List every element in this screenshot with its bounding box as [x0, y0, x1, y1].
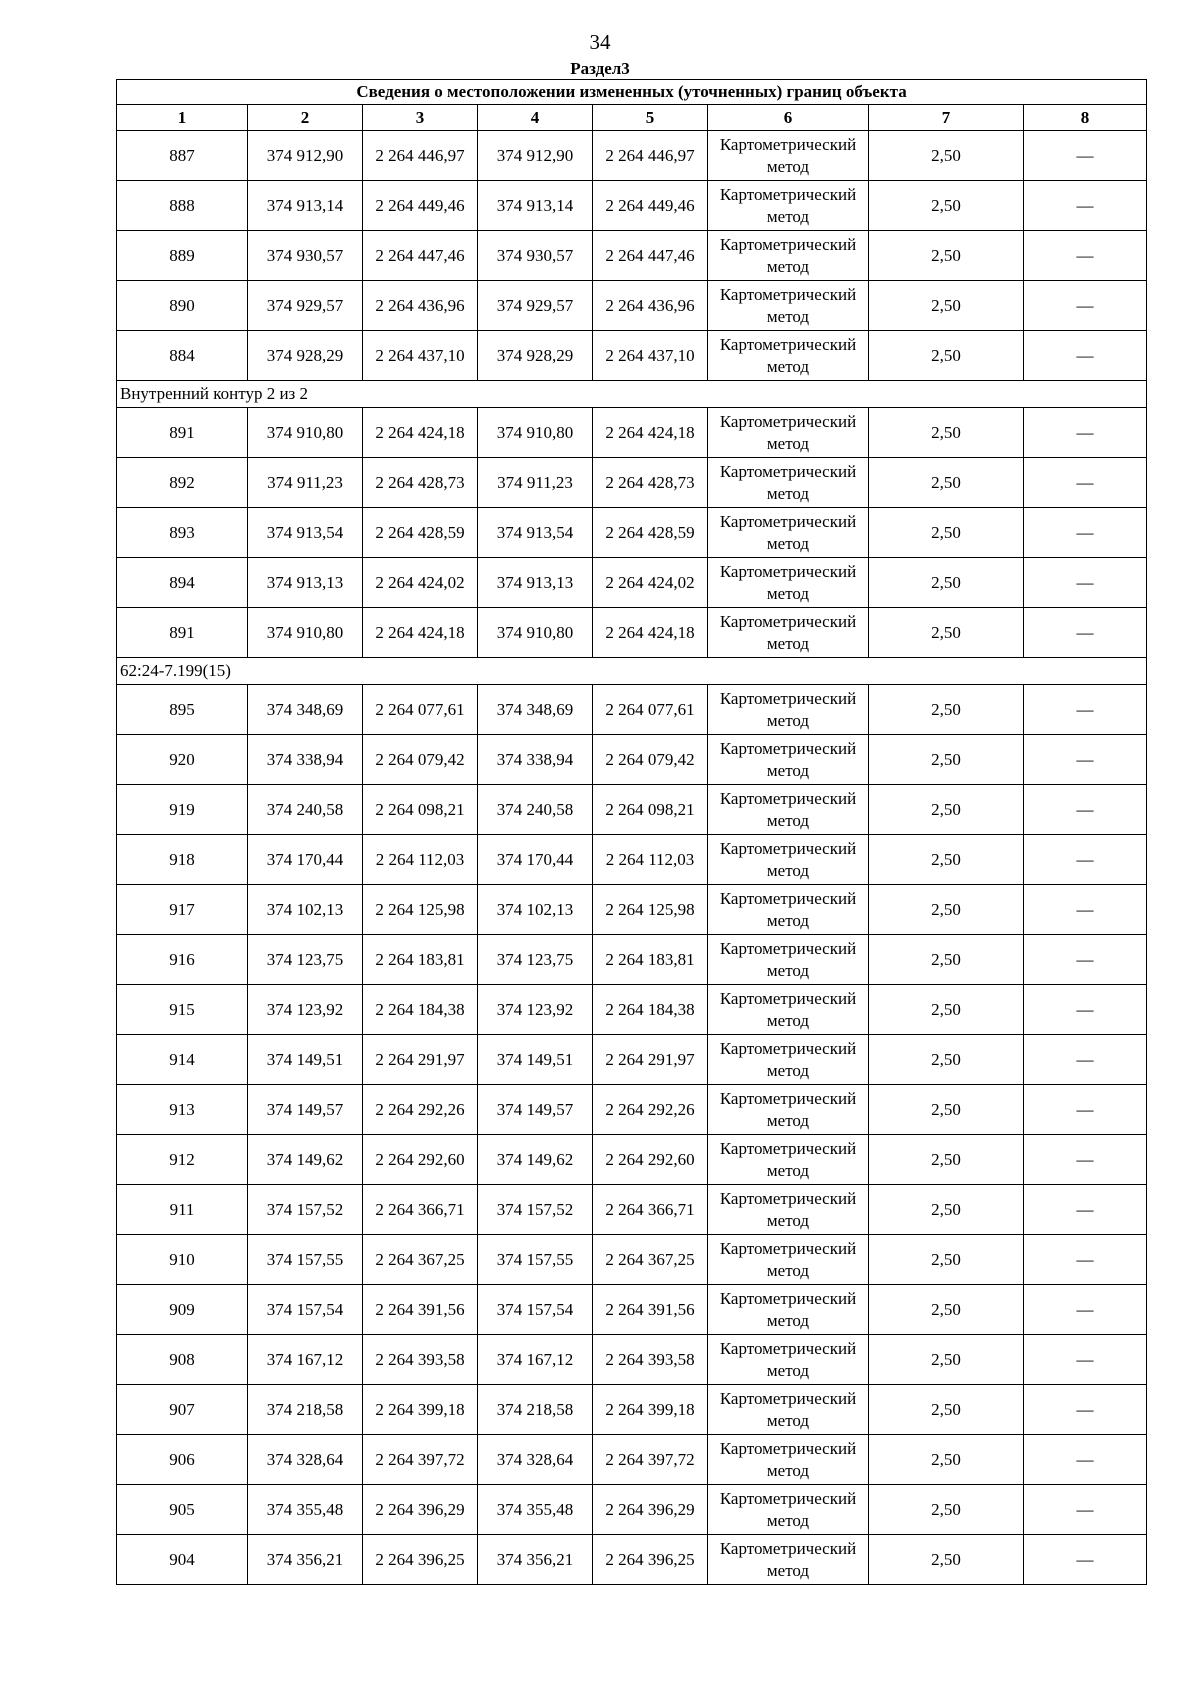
accuracy-cell: 2,50 [869, 1235, 1024, 1285]
point-number-cell: 888 [117, 181, 248, 231]
x-refined-cell: 374 910,80 [478, 608, 593, 658]
x-existing-cell: 374 338,94 [248, 735, 363, 785]
point-number-cell: 917 [117, 885, 248, 935]
method-cell: Картометрический метод [708, 1085, 869, 1135]
point-number-cell: 893 [117, 508, 248, 558]
x-refined-cell: 374 170,44 [478, 835, 593, 885]
point-number-cell: 887 [117, 131, 248, 181]
method-cell: Картометрический метод [708, 231, 869, 281]
point-number-cell: 891 [117, 408, 248, 458]
column-number: 4 [478, 105, 593, 131]
point-number-cell: 909 [117, 1285, 248, 1335]
method-cell: Картометрический метод [708, 835, 869, 885]
note-cell: — [1024, 281, 1147, 331]
x-refined-cell: 374 913,14 [478, 181, 593, 231]
note-cell: — [1024, 508, 1147, 558]
note-cell: — [1024, 1535, 1147, 1585]
point-number-cell: 916 [117, 935, 248, 985]
accuracy-cell: 2,50 [869, 985, 1024, 1035]
y-refined-cell: 2 264 098,21 [593, 785, 708, 835]
x-refined-cell: 374 218,58 [478, 1385, 593, 1435]
note-cell: — [1024, 131, 1147, 181]
x-existing-cell: 374 913,54 [248, 508, 363, 558]
x-existing-cell: 374 240,58 [248, 785, 363, 835]
method-cell: Картометрический метод [708, 1485, 869, 1535]
y-refined-cell: 2 264 397,72 [593, 1435, 708, 1485]
table-caption: Сведения о местоположении измененных (уточненных) границ объекта [117, 80, 1147, 105]
table-row [117, 1485, 1147, 1535]
x-existing-cell: 374 910,80 [248, 408, 363, 458]
accuracy-cell: 2,50 [869, 181, 1024, 231]
point-number-cell: 884 [117, 331, 248, 381]
x-refined-cell: 374 240,58 [478, 785, 593, 835]
x-refined-cell: 374 157,55 [478, 1235, 593, 1285]
y-existing-cell: 2 264 112,03 [363, 835, 478, 885]
note-cell: — [1024, 458, 1147, 508]
x-existing-cell: 374 102,13 [248, 885, 363, 935]
x-refined-cell: 374 930,57 [478, 231, 593, 281]
y-existing-cell: 2 264 393,58 [363, 1335, 478, 1385]
y-refined-cell: 2 264 079,42 [593, 735, 708, 785]
point-number-cell: 912 [117, 1135, 248, 1185]
x-existing-cell: 374 348,69 [248, 685, 363, 735]
x-existing-cell: 374 123,75 [248, 935, 363, 985]
x-refined-cell: 374 911,23 [478, 458, 593, 508]
y-refined-cell: 2 264 367,25 [593, 1235, 708, 1285]
table-row [117, 685, 1147, 735]
table-row [117, 985, 1147, 1035]
table-row [117, 1435, 1147, 1485]
x-refined-cell: 374 167,12 [478, 1335, 593, 1385]
method-cell: Картометрический метод [708, 458, 869, 508]
note-cell: — [1024, 985, 1147, 1035]
method-cell: Картометрический метод [708, 558, 869, 608]
x-existing-cell: 374 157,55 [248, 1235, 363, 1285]
y-existing-cell: 2 264 077,61 [363, 685, 478, 735]
note-cell: — [1024, 331, 1147, 381]
x-existing-cell: 374 356,21 [248, 1535, 363, 1585]
accuracy-cell: 2,50 [869, 1035, 1024, 1085]
contour-label: 62:24-7.199(15) [117, 658, 1147, 685]
x-refined-cell: 374 157,54 [478, 1285, 593, 1335]
point-number-cell: 907 [117, 1385, 248, 1435]
note-cell: — [1024, 608, 1147, 658]
x-existing-cell: 374 167,12 [248, 1335, 363, 1385]
y-refined-cell: 2 264 183,81 [593, 935, 708, 985]
y-refined-cell: 2 264 112,03 [593, 835, 708, 885]
x-existing-cell: 374 913,14 [248, 181, 363, 231]
point-number-cell: 905 [117, 1485, 248, 1535]
y-refined-cell: 2 264 391,56 [593, 1285, 708, 1335]
point-number-cell: 904 [117, 1535, 248, 1585]
method-cell: Картометрический метод [708, 935, 869, 985]
point-number-cell: 913 [117, 1085, 248, 1135]
contour-group-row [117, 381, 1147, 408]
x-existing-cell: 374 123,92 [248, 985, 363, 1035]
column-number: 5 [593, 105, 708, 131]
accuracy-cell: 2,50 [869, 1185, 1024, 1235]
table-body [117, 80, 1147, 1585]
accuracy-cell: 2,50 [869, 608, 1024, 658]
accuracy-cell: 2,50 [869, 1485, 1024, 1535]
y-existing-cell: 2 264 397,72 [363, 1435, 478, 1485]
note-cell: — [1024, 1085, 1147, 1135]
y-refined-cell: 2 264 292,26 [593, 1085, 708, 1135]
point-number-cell: 920 [117, 735, 248, 785]
x-existing-cell: 374 930,57 [248, 231, 363, 281]
note-cell: — [1024, 1385, 1147, 1435]
x-refined-cell: 374 149,62 [478, 1135, 593, 1185]
table-row [117, 1335, 1147, 1385]
x-existing-cell: 374 149,62 [248, 1135, 363, 1185]
column-number-row [117, 105, 1147, 131]
column-number: 1 [117, 105, 248, 131]
note-cell: — [1024, 1035, 1147, 1085]
point-number-cell: 911 [117, 1185, 248, 1235]
method-cell: Картометрический метод [708, 1535, 869, 1585]
x-existing-cell: 374 170,44 [248, 835, 363, 885]
x-refined-cell: 374 928,29 [478, 331, 593, 381]
column-number: 3 [363, 105, 478, 131]
note-cell: — [1024, 1235, 1147, 1285]
y-existing-cell: 2 264 424,02 [363, 558, 478, 608]
accuracy-cell: 2,50 [869, 735, 1024, 785]
method-cell: Картометрический метод [708, 608, 869, 658]
table-row [117, 558, 1147, 608]
point-number-cell: 919 [117, 785, 248, 835]
note-cell: — [1024, 1135, 1147, 1185]
note-cell: — [1024, 735, 1147, 785]
accuracy-cell: 2,50 [869, 1135, 1024, 1185]
y-refined-cell: 2 264 077,61 [593, 685, 708, 735]
y-refined-cell: 2 264 428,59 [593, 508, 708, 558]
note-cell: — [1024, 408, 1147, 458]
point-number-cell: 894 [117, 558, 248, 608]
x-refined-cell: 374 102,13 [478, 885, 593, 935]
note-cell: — [1024, 181, 1147, 231]
y-existing-cell: 2 264 292,60 [363, 1135, 478, 1185]
y-existing-cell: 2 264 367,25 [363, 1235, 478, 1285]
note-cell: — [1024, 558, 1147, 608]
accuracy-cell: 2,50 [869, 685, 1024, 735]
table-row [117, 231, 1147, 281]
x-existing-cell: 374 928,29 [248, 331, 363, 381]
method-cell: Картометрический метод [708, 985, 869, 1035]
accuracy-cell: 2,50 [869, 885, 1024, 935]
y-existing-cell: 2 264 125,98 [363, 885, 478, 935]
accuracy-cell: 2,50 [869, 1385, 1024, 1435]
accuracy-cell: 2,50 [869, 1535, 1024, 1585]
y-existing-cell: 2 264 424,18 [363, 408, 478, 458]
y-existing-cell: 2 264 292,26 [363, 1085, 478, 1135]
table-row [117, 1385, 1147, 1435]
method-cell: Картометрический метод [708, 735, 869, 785]
table-row [117, 408, 1147, 458]
y-existing-cell: 2 264 428,59 [363, 508, 478, 558]
accuracy-cell: 2,50 [869, 835, 1024, 885]
y-refined-cell: 2 264 424,18 [593, 608, 708, 658]
column-number: 2 [248, 105, 363, 131]
y-refined-cell: 2 264 424,02 [593, 558, 708, 608]
table-row [117, 735, 1147, 785]
x-refined-cell: 374 355,48 [478, 1485, 593, 1535]
x-refined-cell: 374 149,57 [478, 1085, 593, 1135]
x-existing-cell: 374 912,90 [248, 131, 363, 181]
y-existing-cell: 2 264 291,97 [363, 1035, 478, 1085]
point-number-cell: 890 [117, 281, 248, 331]
y-existing-cell: 2 264 366,71 [363, 1185, 478, 1235]
y-existing-cell: 2 264 098,21 [363, 785, 478, 835]
method-cell: Картометрический метод [708, 1385, 869, 1435]
column-number: 8 [1024, 105, 1147, 131]
x-existing-cell: 374 157,54 [248, 1285, 363, 1335]
note-cell: — [1024, 231, 1147, 281]
y-refined-cell: 2 264 446,97 [593, 131, 708, 181]
point-number-cell: 895 [117, 685, 248, 735]
note-cell: — [1024, 885, 1147, 935]
point-number-cell: 908 [117, 1335, 248, 1385]
method-cell: Картометрический метод [708, 1285, 869, 1335]
y-existing-cell: 2 264 183,81 [363, 935, 478, 985]
y-refined-cell: 2 264 437,10 [593, 331, 708, 381]
accuracy-cell: 2,50 [869, 1335, 1024, 1385]
point-number-cell: 891 [117, 608, 248, 658]
accuracy-cell: 2,50 [869, 458, 1024, 508]
table-row [117, 181, 1147, 231]
coordinates-table [116, 79, 1147, 1585]
x-existing-cell: 374 328,64 [248, 1435, 363, 1485]
note-cell: — [1024, 1335, 1147, 1385]
x-refined-cell: 374 929,57 [478, 281, 593, 331]
note-cell: — [1024, 835, 1147, 885]
table-row [117, 1285, 1147, 1335]
note-cell: — [1024, 685, 1147, 735]
column-number: 7 [869, 105, 1024, 131]
x-existing-cell: 374 355,48 [248, 1485, 363, 1535]
table-row [117, 1185, 1147, 1235]
point-number-cell: 918 [117, 835, 248, 885]
x-refined-cell: 374 913,54 [478, 508, 593, 558]
y-existing-cell: 2 264 399,18 [363, 1385, 478, 1435]
y-existing-cell: 2 264 428,73 [363, 458, 478, 508]
y-existing-cell: 2 264 396,29 [363, 1485, 478, 1535]
note-cell: — [1024, 1435, 1147, 1485]
note-cell: — [1024, 935, 1147, 985]
table-row [117, 785, 1147, 835]
accuracy-cell: 2,50 [869, 131, 1024, 181]
table-row [117, 885, 1147, 935]
x-refined-cell: 374 157,52 [478, 1185, 593, 1235]
y-refined-cell: 2 264 396,25 [593, 1535, 708, 1585]
accuracy-cell: 2,50 [869, 508, 1024, 558]
y-existing-cell: 2 264 437,10 [363, 331, 478, 381]
y-refined-cell: 2 264 393,58 [593, 1335, 708, 1385]
x-refined-cell: 374 910,80 [478, 408, 593, 458]
note-cell: — [1024, 785, 1147, 835]
y-refined-cell: 2 264 125,98 [593, 885, 708, 935]
table-row [117, 1085, 1147, 1135]
accuracy-cell: 2,50 [869, 935, 1024, 985]
method-cell: Картометрический метод [708, 1335, 869, 1385]
point-number-cell: 889 [117, 231, 248, 281]
accuracy-cell: 2,50 [869, 785, 1024, 835]
y-existing-cell: 2 264 079,42 [363, 735, 478, 785]
accuracy-cell: 2,50 [869, 558, 1024, 608]
y-existing-cell: 2 264 449,46 [363, 181, 478, 231]
note-cell: — [1024, 1285, 1147, 1335]
x-refined-cell: 374 913,13 [478, 558, 593, 608]
method-cell: Картометрический метод [708, 785, 869, 835]
x-existing-cell: 374 218,58 [248, 1385, 363, 1435]
y-existing-cell: 2 264 447,46 [363, 231, 478, 281]
table-row [117, 458, 1147, 508]
x-refined-cell: 374 338,94 [478, 735, 593, 785]
contour-label: Внутренний контур 2 из 2 [117, 381, 1147, 408]
method-cell: Картометрический метод [708, 281, 869, 331]
point-number-cell: 910 [117, 1235, 248, 1285]
method-cell: Картометрический метод [708, 885, 869, 935]
note-cell: — [1024, 1485, 1147, 1535]
point-number-cell: 915 [117, 985, 248, 1035]
point-number-cell: 892 [117, 458, 248, 508]
accuracy-cell: 2,50 [869, 1085, 1024, 1135]
y-refined-cell: 2 264 396,29 [593, 1485, 708, 1535]
y-existing-cell: 2 264 424,18 [363, 608, 478, 658]
table-row [117, 508, 1147, 558]
x-existing-cell: 374 149,57 [248, 1085, 363, 1135]
point-number-cell: 914 [117, 1035, 248, 1085]
x-refined-cell: 374 328,64 [478, 1435, 593, 1485]
method-cell: Картометрический метод [708, 508, 869, 558]
table-row [117, 835, 1147, 885]
point-number-cell: 906 [117, 1435, 248, 1485]
y-refined-cell: 2 264 424,18 [593, 408, 708, 458]
page-number: 34 [589, 30, 611, 54]
x-existing-cell: 374 910,80 [248, 608, 363, 658]
note-cell: — [1024, 1185, 1147, 1235]
table-row [117, 1235, 1147, 1285]
x-refined-cell: 374 123,75 [478, 935, 593, 985]
table-row [117, 1535, 1147, 1585]
method-cell: Картометрический метод [708, 1185, 869, 1235]
method-cell: Картометрический метод [708, 131, 869, 181]
x-refined-cell: 374 912,90 [478, 131, 593, 181]
accuracy-cell: 2,50 [869, 331, 1024, 381]
contour-group-row [117, 658, 1147, 685]
y-refined-cell: 2 264 291,97 [593, 1035, 708, 1085]
table-row [117, 935, 1147, 985]
method-cell: Картометрический метод [708, 1235, 869, 1285]
accuracy-cell: 2,50 [869, 231, 1024, 281]
accuracy-cell: 2,50 [869, 1285, 1024, 1335]
y-refined-cell: 2 264 428,73 [593, 458, 708, 508]
accuracy-cell: 2,50 [869, 1435, 1024, 1485]
table-row [117, 281, 1147, 331]
x-refined-cell: 374 348,69 [478, 685, 593, 735]
accuracy-cell: 2,50 [869, 408, 1024, 458]
x-existing-cell: 374 911,23 [248, 458, 363, 508]
y-existing-cell: 2 264 446,97 [363, 131, 478, 181]
table-row [117, 608, 1147, 658]
x-refined-cell: 374 123,92 [478, 985, 593, 1035]
y-existing-cell: 2 264 436,96 [363, 281, 478, 331]
y-refined-cell: 2 264 184,38 [593, 985, 708, 1035]
x-refined-cell: 374 356,21 [478, 1535, 593, 1585]
y-refined-cell: 2 264 366,71 [593, 1185, 708, 1235]
column-number: 6 [708, 105, 869, 131]
method-cell: Картометрический метод [708, 1135, 869, 1185]
method-cell: Картометрический метод [708, 408, 869, 458]
method-cell: Картометрический метод [708, 685, 869, 735]
x-refined-cell: 374 149,51 [478, 1035, 593, 1085]
table-caption-row [117, 80, 1147, 105]
x-existing-cell: 374 929,57 [248, 281, 363, 331]
y-existing-cell: 2 264 391,56 [363, 1285, 478, 1335]
section-title: Раздел3 [570, 59, 630, 78]
table-row [117, 331, 1147, 381]
x-existing-cell: 374 149,51 [248, 1035, 363, 1085]
y-existing-cell: 2 264 396,25 [363, 1535, 478, 1585]
method-cell: Картометрический метод [708, 1035, 869, 1085]
y-refined-cell: 2 264 436,96 [593, 281, 708, 331]
y-refined-cell: 2 264 292,60 [593, 1135, 708, 1185]
method-cell: Картометрический метод [708, 181, 869, 231]
y-refined-cell: 2 264 449,46 [593, 181, 708, 231]
method-cell: Картометрический метод [708, 1435, 869, 1485]
table-row [117, 1135, 1147, 1185]
method-cell: Картометрический метод [708, 331, 869, 381]
table-row [117, 131, 1147, 181]
y-refined-cell: 2 264 447,46 [593, 231, 708, 281]
table-row [117, 1035, 1147, 1085]
y-existing-cell: 2 264 184,38 [363, 985, 478, 1035]
accuracy-cell: 2,50 [869, 281, 1024, 331]
x-existing-cell: 374 157,52 [248, 1185, 363, 1235]
y-refined-cell: 2 264 399,18 [593, 1385, 708, 1435]
x-existing-cell: 374 913,13 [248, 558, 363, 608]
